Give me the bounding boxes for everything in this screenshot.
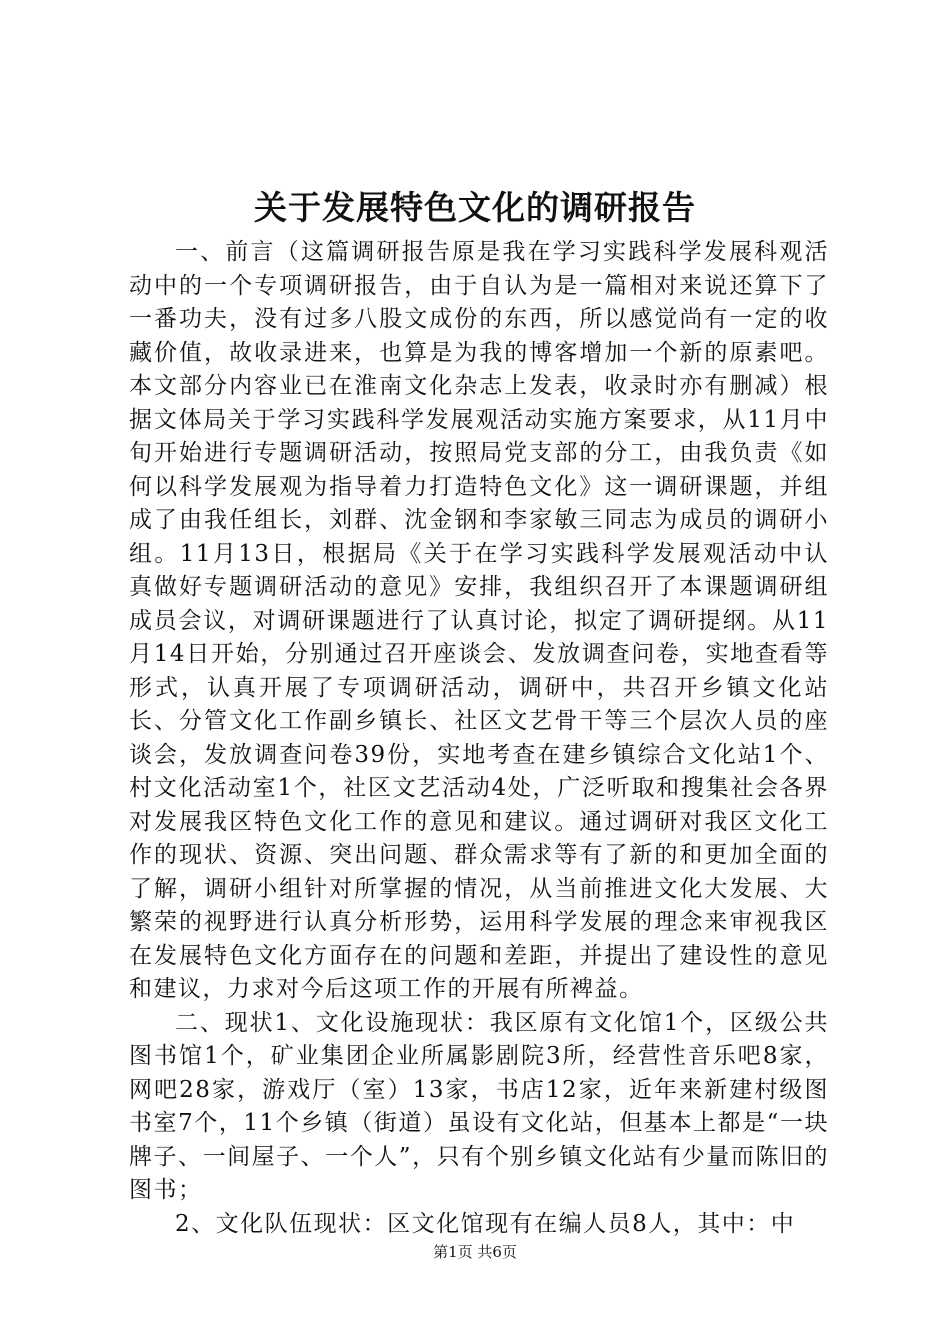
paragraph-status-team: 2、文化队伍现状：区文化馆现有在编人员8人，其中：中 xyxy=(175,1210,796,1237)
document-body xyxy=(129,236,829,1241)
paragraph-status-facilities: 二、现状1、文化设施现状：我区原有文化馆1个，区级公共图书馆1个，矿业集团企业所属影剧院3所，经营性音乐吧8家，网吧28家，游戏厅（室）13家，书店12家，近年来新建村级图书室7个，11个乡镇（街道）虽设有文化站，但基本上都是“一块牌子、一间屋子、一个人”，只有个别乡镇文化站有少量而陈旧的图书； xyxy=(129,1009,829,1203)
paragraph-preface: 一、前言（这篇调研报告原是我在学习实践科学发展科观活动中的一个专项调研报告，由于自认为是一篇相对来说还算下了一番功夫，没有过多八股文成份的东西，所以感觉尚有一定的收藏价值，故收录进来，也算是为我的博客增加一个新的原素吧。本文部分内容业已在淮南文化杂志上发表，收录时亦有删减）根据文体局关于学习实践科学发展观活动实施方案要求，从11月中旬开始进行专题调研活动，按照局党支部的分工，由我负责《如何以科学发展观为指导着力打造特色文化》这一调研课题，并组成了由我任组长，刘群、沈金钢和李家敏三同志为成员的调研小组。11月13日，根据局《关于在学习实践科学发展观活动中认真做好专题调研活动的意见》安排，我组织召开了本课题调研组成员会议，对调研课题进行了认真讨论，拟定了调研提纲。从11月14日开始，分别通过召开座谈会、发放调查问卷，实地查看等形式，认真开展了专项调研活动，调研中，共召开乡镇文化站长、分管文化工作副乡镇长、社区文艺骨干等三个层次人员的座谈会，发放调查问卷39份，实地考查在建乡镇综合文化站1个、村文化活动室1个，社区文艺活动4处，广泛听取和搜集社会各界对发展我区特色文化工作的意见和建议。通过调研对我区文化工作的现状、资源、突出问题、群众需求等有了新的和更加全面的了解，调研小组针对所掌握的情况，从当前推进文化大发展、大繁荣的视野进行认真分析形势，运用科学发展的理念来审视我区在发展特色文化方面存在的问题和差距，并提出了建设性的意见和建议，力求对今后这项工作的开展有所裨益。 xyxy=(129,239,829,1002)
document-title: 关于发展特色文化的调研报告 xyxy=(254,188,696,227)
page-footer: 第1页 共6页 xyxy=(433,1243,517,1261)
